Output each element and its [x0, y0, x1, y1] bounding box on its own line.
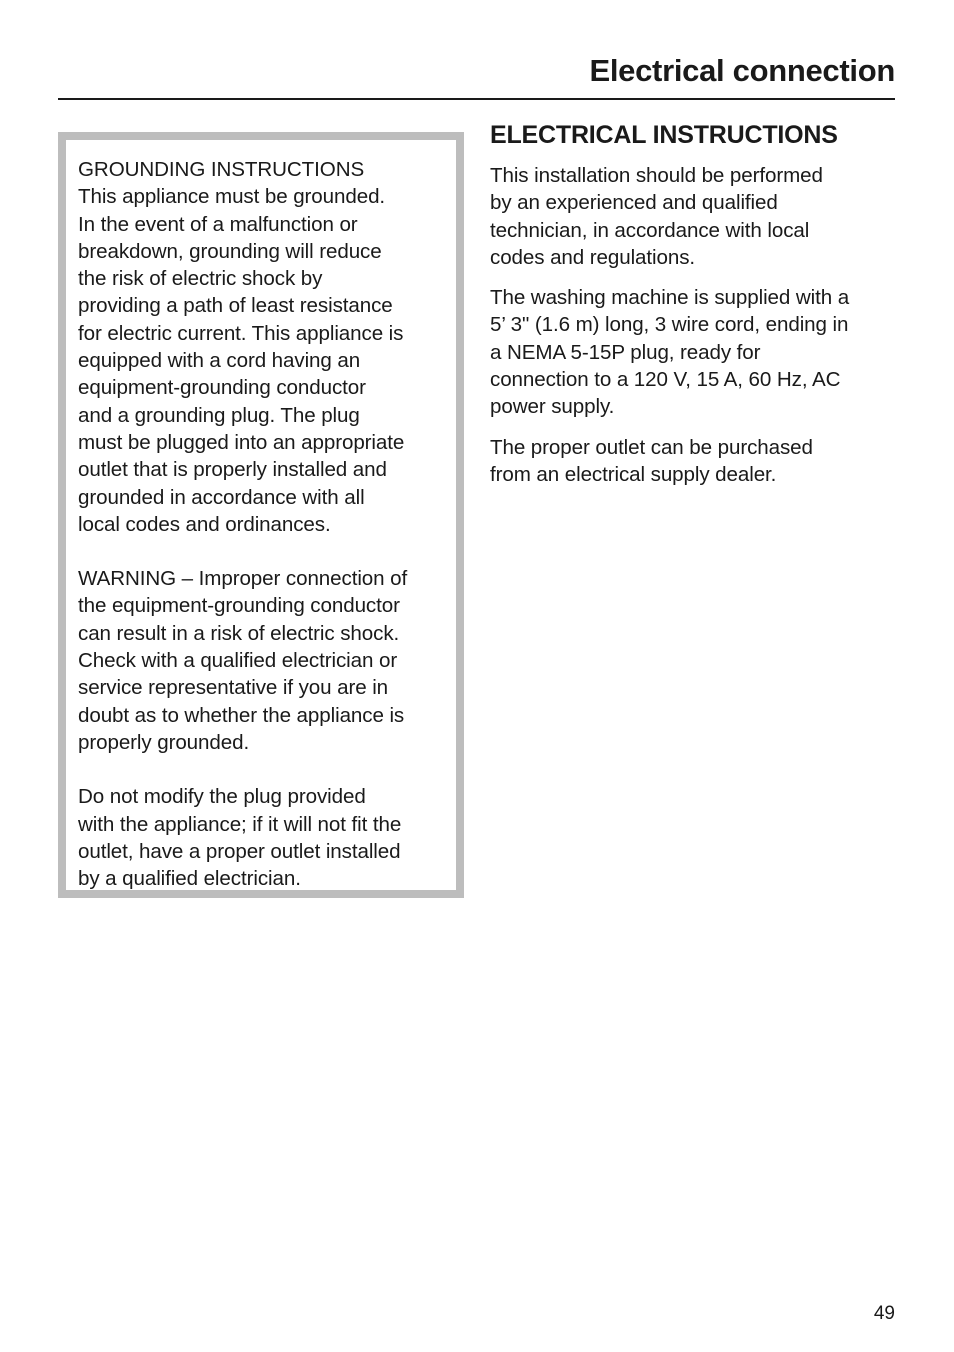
text-line: breakdown, grounding will reduce	[78, 239, 382, 263]
text-line: The proper outlet can be purchased	[490, 435, 813, 459]
text-line: Do not modify the plug provided	[78, 785, 366, 809]
grounding-warning-box	[58, 132, 464, 898]
text-line: with the appliance; if it will not fit the	[78, 812, 402, 836]
plug-modification-paragraph	[78, 783, 456, 892]
text-line: the equipment-grounding conductor	[78, 594, 400, 618]
text-line: by a qualified electrician.	[78, 867, 301, 891]
text-line: local codes and ordinances.	[78, 512, 331, 536]
section-heading: ELECTRICAL INSTRUCTIONS	[490, 121, 838, 149]
text-line: can result in a risk of electric shock.	[78, 621, 400, 645]
text-line: In the event of a malfunction or	[78, 212, 358, 236]
text-line: by an experienced and qualified	[490, 191, 778, 215]
page-number: 49	[873, 1303, 895, 1324]
text-line: Check with a qualified electrician or	[78, 649, 398, 673]
text-line: codes and regulations.	[490, 245, 696, 269]
text-line: equipped with a cord having an	[78, 349, 361, 373]
text-line: This installation should be performed	[490, 164, 823, 187]
text-line: providing a path of least resistance	[78, 294, 393, 318]
warning-paragraph	[78, 565, 456, 756]
text-line: connection to a 120 V, 15 A, 60 Hz, AC	[490, 368, 841, 392]
text-line: technician, in accordance with local	[490, 218, 810, 242]
title-divider	[58, 98, 895, 100]
grounding-instructions-paragraph	[78, 156, 456, 538]
outlet-purchase-paragraph	[490, 434, 900, 489]
text-line: must be plugged into an appropriate	[78, 430, 405, 454]
text-line: power supply.	[490, 395, 615, 419]
installation-paragraph	[490, 162, 900, 271]
paragraph-spacer	[78, 538, 456, 565]
text-line: WARNING – Improper connection of	[78, 567, 408, 591]
text-line: outlet, have a proper outlet installed	[78, 839, 401, 863]
text-line: This appliance must be grounded.	[78, 185, 386, 209]
text-line: GROUNDING INSTRUCTIONS	[78, 158, 365, 181]
text-line: properly grounded.	[78, 730, 250, 754]
text-line: service representative if you are in	[78, 676, 389, 700]
text-line: a NEMA 5-15P plug, ready for	[490, 340, 761, 364]
text-line: equipment-grounding conductor	[78, 376, 366, 400]
text-line: The washing machine is supplied with a	[490, 286, 850, 310]
electrical-instructions-section	[490, 118, 900, 501]
text-line: from an electrical supply dealer.	[490, 462, 777, 486]
page-title: Electrical connection	[589, 53, 895, 88]
text-line: and a grounding plug. The plug	[78, 403, 360, 427]
text-line: grounded in accordance with all	[78, 485, 365, 509]
text-line: for electric current. This appliance is	[78, 321, 404, 345]
text-line: 5’ 3" (1.6 m) long, 3 wire cord, ending in	[490, 313, 849, 337]
text-line: doubt as to whether the appliance is	[78, 703, 405, 727]
paragraph-spacer	[78, 756, 456, 783]
power-cord-paragraph	[490, 284, 900, 420]
text-line: outlet that is properly installed and	[78, 458, 387, 482]
text-line: the risk of electric shock by	[78, 267, 323, 291]
